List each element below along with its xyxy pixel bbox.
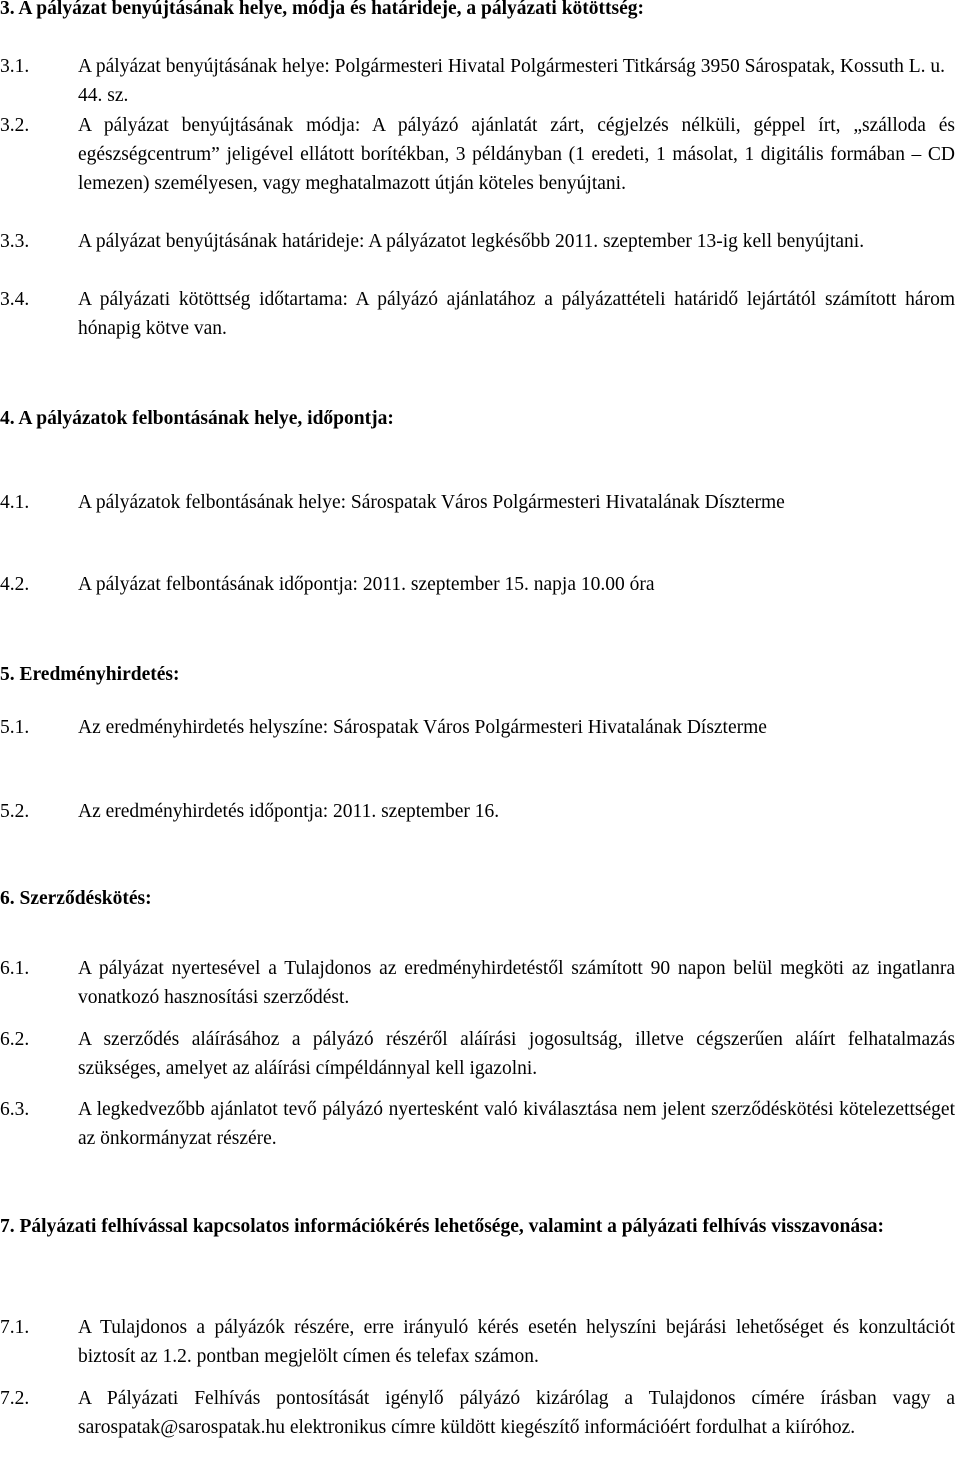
item-number: 3.1. [0, 56, 30, 77]
item-number: 3.4. [0, 289, 30, 310]
list-item-3-1 [0, 52, 958, 110]
item-text: Az eredményhirdetés időpontja: 2011. szeptember 16. [78, 801, 500, 822]
item-text: A pályázat benyújtásának határideje: A pályázatot legkésőbb 2011. szeptember 13-ig kell benyújtani. [78, 231, 865, 252]
section-heading-7: 7. Pályázati felhívással kapcsolatos információkérés lehetősége, valamint a pályázati felhívás visszavonása: [0, 1216, 884, 1237]
list-item-6-1 [0, 954, 958, 1012]
section-heading-6: 6. Szerződéskötés: [0, 888, 152, 909]
item-number: 5.2. [0, 801, 30, 822]
section-heading-4: 4. A pályázatok felbontásának helye, időpontja: [0, 408, 394, 429]
item-number: 4.2. [0, 574, 30, 595]
list-item-3-4 [0, 285, 958, 343]
list-item-3-3 [0, 227, 958, 256]
item-number: 7.2. [0, 1388, 30, 1409]
item-text: A pályázatok felbontásának helye: Sárospatak Város Polgármesteri Hivatalának Díszterme [78, 492, 785, 513]
list-item-3-2 [0, 111, 958, 198]
item-text: A Pályázati Felhívás pontosítását igénylő pályázó kizárólag a Tulajdonos címére írásban vagy a sarospatak@sarospatak.hu elektronikus címre küldött kiegészítő információért fordulhat a kiíróhoz. [78, 1388, 955, 1438]
item-number: 5.1. [0, 717, 30, 738]
list-item-6-2 [0, 1025, 958, 1083]
item-text: A Tulajdonos a pályázók részére, erre irányuló kérés esetén helyszíni bejárási lehetőséget és konzultációt biztosít az 1.2. pontban megjelölt címen és telefax számon. [78, 1317, 955, 1367]
item-text: A pályázat nyertesével a Tulajdonos az eredményhirdetéstől számított 90 napon belül megköti az ingatlanra vonatkozó hasznosítási szerződést. [78, 958, 955, 1008]
list-item-7-2 [0, 1384, 958, 1442]
list-item-7-1 [0, 1313, 958, 1371]
item-text: A pályázat felbontásának időpontja: 2011. szeptember 15. napja 10.00 óra [78, 574, 655, 595]
list-item-4-2 [0, 570, 958, 599]
section-heading-5: 5. Eredményhirdetés: [0, 664, 180, 685]
item-text: A pályázati kötöttség időtartama: A pályázó ajánlatához a pályázattételi határidő lejártától számított három hónapig kötve van. [78, 289, 955, 339]
item-text: A legkedvezőbb ajánlatot tevő pályázó nyertesként való kiválasztása nem jelent szerződéskötési kötelezettséget az önkormányzat részére. [78, 1099, 955, 1149]
item-number: 6.1. [0, 958, 30, 979]
item-text: A pályázat benyújtásának helye: Polgármesteri Hivatal Polgármesteri Titkárság 3950 Sárospatak, Kossuth L. u. 44. sz. [78, 56, 946, 106]
list-item-6-3 [0, 1095, 958, 1153]
item-number: 6.3. [0, 1099, 30, 1120]
item-text: A szerződés aláírásához a pályázó részéről aláírási jogosultság, illetve cégszerűen aláírt felhatalmazás szükséges, amelyet az aláírási címpéldánnyal kell igazolni. [78, 1029, 955, 1079]
list-item-5-1 [0, 713, 958, 742]
list-item-5-2 [0, 797, 958, 826]
section-heading-3: 3. A pályázat benyújtásának helye, módja és határideje, a pályázati kötöttség: [0, 0, 645, 19]
item-number: 3.2. [0, 115, 30, 136]
list-item-4-1 [0, 488, 958, 517]
item-number: 3.3. [0, 231, 30, 252]
item-number: 7.1. [0, 1317, 30, 1338]
item-text: Az eredményhirdetés helyszíne: Sárospatak Város Polgármesteri Hivatalának Díszterme [78, 717, 767, 738]
item-number: 6.2. [0, 1029, 30, 1050]
item-text: A pályázat benyújtásának módja: A pályázó ajánlatát zárt, cégjelzés nélküli, géppel írt, „szálloda és egészségcentrum” jeligével ellátott borítékban, 3 példányban (1 eredeti, 1 másolat, 1 digitális formában – CD lemezen) személyesen, vagy meghatalmazott útján köteles benyújtani. [78, 115, 955, 194]
item-number: 4.1. [0, 492, 30, 513]
